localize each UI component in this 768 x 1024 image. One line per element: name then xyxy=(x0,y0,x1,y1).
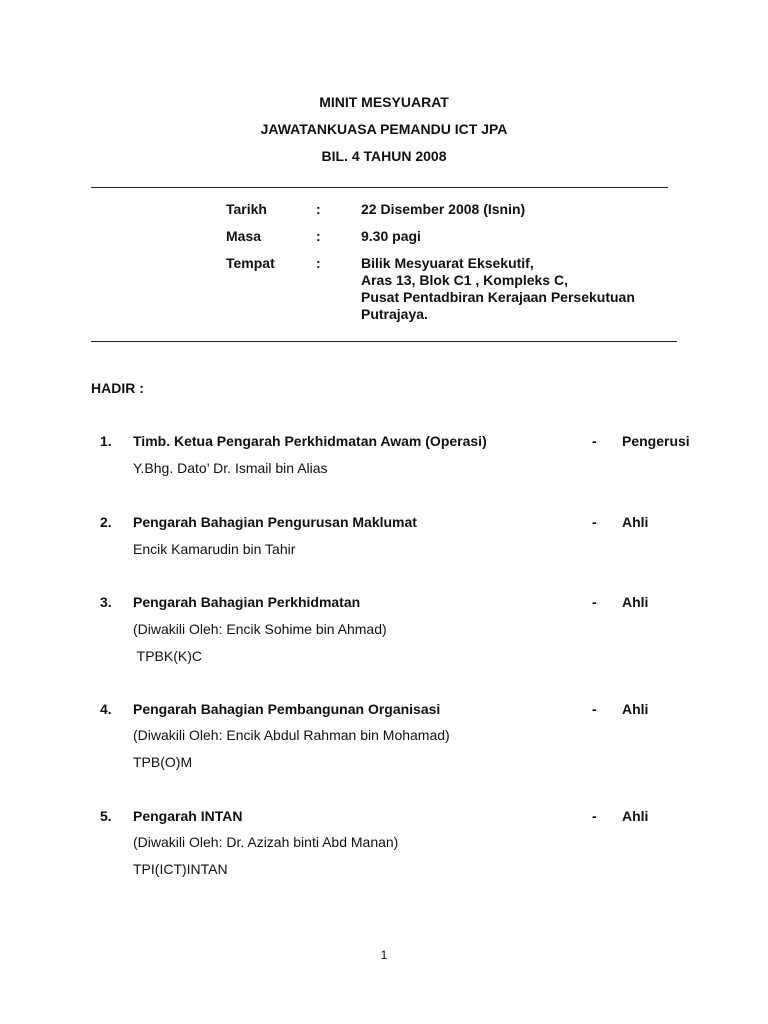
attendee-dash: - xyxy=(592,594,597,610)
attendee-designation: TPB(O)M xyxy=(133,754,193,770)
top-divider xyxy=(91,187,668,188)
attendee-position: Pengarah Bahagian Perkhidmatan xyxy=(133,594,361,610)
attendee-name: Y.Bhg. Dato’ Dr. Ismail bin Alias xyxy=(133,460,328,476)
attendance-heading: HADIR : xyxy=(91,380,144,396)
attendee-dash: - xyxy=(592,701,597,717)
date-colon: : xyxy=(316,201,321,217)
attendee-position: Timb. Ketua Pengarah Perkhidmatan Awam (Operasi) xyxy=(133,433,487,449)
attendee-number: 5. xyxy=(100,808,112,824)
attendee-role: Ahli xyxy=(622,594,649,610)
venue-line: Pusat Pentadbiran Kerajaan Persekutuan xyxy=(361,289,635,305)
time-value: 9.30 pagi xyxy=(361,228,421,244)
attendee-role: Ahli xyxy=(622,701,649,717)
attendee-designation: TPI(ICT)INTAN xyxy=(133,861,228,877)
attendee-representative: (Diwakili Oleh: Encik Sohime bin Ahmad) xyxy=(133,621,387,637)
attendee-role: Ahli xyxy=(622,514,649,530)
attendee-number: 1. xyxy=(100,433,112,449)
attendee-number: 4. xyxy=(100,701,112,717)
venue-value xyxy=(361,255,691,323)
attendee-dash: - xyxy=(592,514,597,530)
attendee-name: Encik Kamarudin bin Tahir xyxy=(133,541,296,557)
meeting-number: BIL. 4 TAHUN 2008 xyxy=(321,148,447,164)
attendee-designation: TPBK(K)C xyxy=(133,648,202,664)
attendee-number: 2. xyxy=(100,514,112,530)
document-title: MINIT MESYUARAT xyxy=(319,94,449,110)
time-label: Masa xyxy=(226,228,262,244)
attendee-representative: (Diwakili Oleh: Dr. Azizah binti Abd Manan) xyxy=(133,834,399,850)
attendee-number: 3. xyxy=(100,594,112,610)
attendee-dash: - xyxy=(592,808,597,824)
attendee-position: Pengarah Bahagian Pengurusan Maklumat xyxy=(133,514,417,530)
date-label: Tarikh xyxy=(226,201,267,217)
venue-line: Bilik Mesyuarat Eksekutif, xyxy=(361,255,534,271)
committee-name: JAWATANKUASA PEMANDU ICT JPA xyxy=(260,121,508,137)
attendee-position: Pengarah Bahagian Pembangunan Organisasi xyxy=(133,701,441,717)
attendee-position: Pengarah INTAN xyxy=(133,808,243,824)
attendee-dash: - xyxy=(592,433,597,449)
attendee-role: Ahli xyxy=(622,808,649,824)
venue-colon: : xyxy=(316,255,321,271)
venue-label: Tempat xyxy=(226,255,275,271)
bottom-divider xyxy=(91,341,677,342)
venue-line: Putrajaya. xyxy=(361,306,428,322)
date-value: 22 Disember 2008 (Isnin) xyxy=(361,201,526,217)
venue-line: Aras 13, Blok C1 , Kompleks C, xyxy=(361,272,568,288)
attendee-role: Pengerusi xyxy=(622,433,690,449)
time-colon: : xyxy=(316,228,321,244)
page-number: 1 xyxy=(380,948,388,962)
attendee-representative: (Diwakili Oleh: Encik Abdul Rahman bin Mohamad) xyxy=(133,727,450,743)
